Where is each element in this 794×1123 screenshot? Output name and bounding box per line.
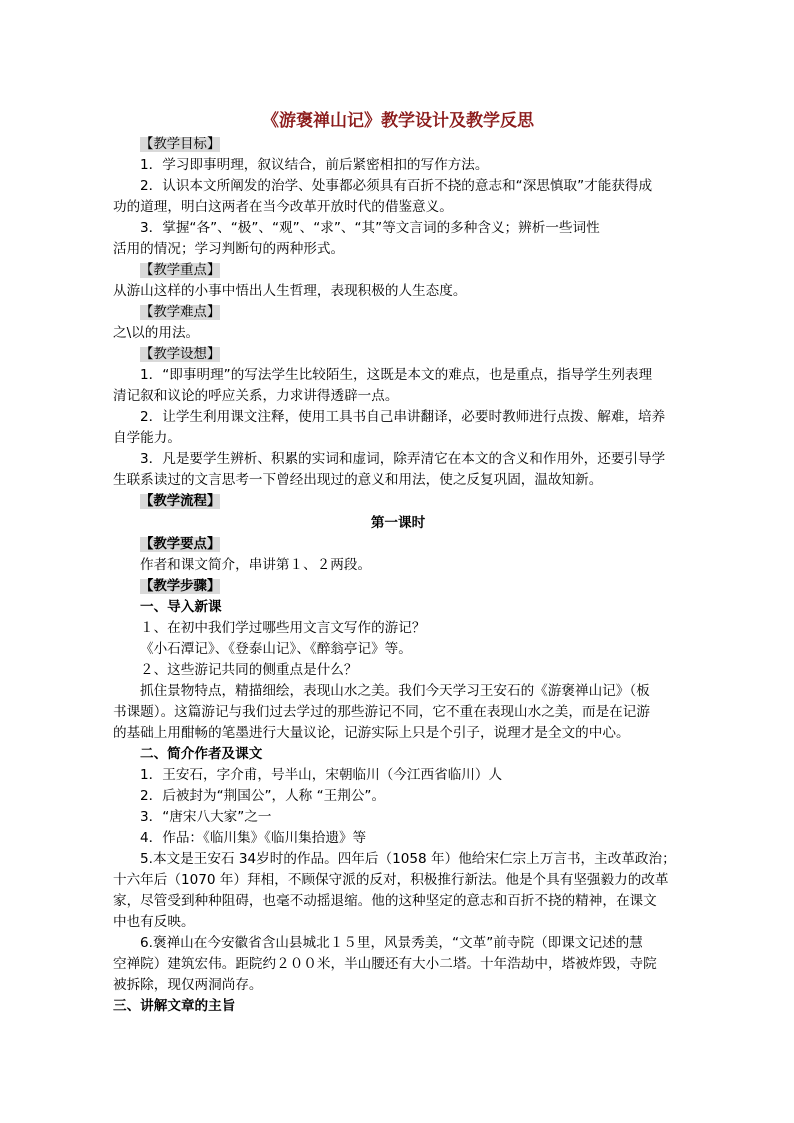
paragraph-line: 十六年后（1070 年）拜相，不顾保守派的反对，积极推行新法。他是个具有坚强毅力的改革 bbox=[113, 872, 669, 888]
document-title: 《游褒禅山记》教学设计及教学反思 bbox=[262, 111, 534, 131]
heading-label: 【教学流程】 bbox=[140, 494, 221, 509]
heading-label: 【教学步骤】 bbox=[140, 579, 221, 594]
heading-label: 【教学重点】 bbox=[140, 263, 221, 278]
lesson-heading: 第一课时 bbox=[370, 515, 426, 531]
paragraph-line: 1．王安石，字介甫，号半山，宋朝临川（今江西省临川）人 bbox=[140, 767, 503, 783]
paragraph-line: 3．掌握“各”、“极”、“观”、“求”、“其”等文言词的多种含义；辨析一些词性 bbox=[140, 220, 600, 236]
paragraph-line: 自学能力。 bbox=[113, 430, 181, 446]
section-heading bbox=[113, 302, 710, 323]
paragraph-line: 被拆除，现仅两洞尚存。 bbox=[113, 977, 263, 993]
heading-label: 【教学要点】 bbox=[140, 537, 221, 552]
paragraph-line: 1．“即事明理”的写法学生比较陌生，这既是本文的难点，也是重点，指导学生列表理 bbox=[140, 367, 653, 383]
heading-label: 【教学目标】 bbox=[140, 137, 221, 152]
section-heading bbox=[113, 260, 710, 281]
section-heading bbox=[113, 576, 710, 597]
paragraph-line: 空禅院）建筑宏伟。距院约２００米，半山腰还有大小二塔。十年浩劫中，塔被炸毁，寺院 bbox=[113, 956, 657, 972]
subsection-heading: 二、简介作者及课文 bbox=[140, 746, 263, 762]
paragraph-line: 抓住景物特点，精描细绘，表现山水之美。我们今天学习王安石的《游褒禅山记》（板 bbox=[140, 683, 650, 699]
paragraph-line: 《小石潭记》、《登泰山记》、《醉翁亭记》等。 bbox=[140, 641, 412, 657]
paragraph-line: 书课题）。这篇游记与我们过去学过的那些游记不同，它不重在表现山水之美，而是在记游 bbox=[113, 704, 650, 720]
paragraph-line: 生联系读过的文言思考一下曾经出现过的意义和用法，使之反复巩固，温故知新。 bbox=[113, 472, 603, 488]
paragraph-line: 从游山这样的小事中悟出人生哲理，表现积极的人生态度。 bbox=[113, 283, 467, 299]
paragraph-line: 3．“唐宋八大家”之一 bbox=[140, 809, 272, 825]
paragraph-line: 5.本文是王安石 34岁时的作品。四年后（1058 年）他给宋仁宗上万言书，主改革政治； bbox=[140, 851, 676, 867]
paragraph-line: 1．学习即事明理，叙议结合，前后紧密相扣的写作方法。 bbox=[140, 157, 489, 173]
paragraph-line: 家，尽管受到种种阻碍，也毫不动摇退缩。他的这种坚定的意志和百折不挠的精神，在课文 bbox=[113, 893, 657, 909]
subsection-heading: 一、导入新课 bbox=[140, 599, 222, 615]
heading-label: 【教学设想】 bbox=[140, 347, 221, 362]
paragraph-line: 活用的情况；学习判断句的两种形式。 bbox=[113, 241, 345, 257]
paragraph-line: 功的道理，明白这两者在当今改革开放时代的借鉴意义。 bbox=[113, 199, 453, 215]
paragraph-line: 3．凡是要学生辨析、积累的实词和虚词，除弄清它在本文的含义和作用外，还要引导学 bbox=[140, 451, 666, 467]
subsection-heading: 三、讲解文章的主旨 bbox=[113, 998, 236, 1014]
paragraph-line: 中也有反映。 bbox=[113, 914, 195, 930]
section-heading bbox=[113, 134, 710, 155]
section-heading bbox=[113, 491, 710, 512]
paragraph-line: 2．让学生利用课文注释，使用工具书自己串讲翻译，必要时教师进行点拨、解难，培养 bbox=[140, 409, 666, 425]
section-heading bbox=[113, 344, 710, 365]
section-heading bbox=[113, 534, 710, 555]
paragraph-line: 4．作品：《临川集》《临川集拾遗》等 bbox=[140, 830, 367, 846]
paragraph-line: 清记叙和议论的呼应关系，力求讲得透辟一点。 bbox=[113, 388, 399, 404]
paragraph-line: 2．认识本文所阐发的治学、处事都必须具有百折不挠的意志和“深思慎取”才能获得成 bbox=[140, 178, 653, 194]
paragraph-line: 6.褒禅山在今安徽省含山县城北１５里，风景秀美，“文革”前寺院（即课文记述的慧 bbox=[140, 935, 643, 951]
heading-label: 【教学难点】 bbox=[140, 305, 221, 320]
paragraph-line: 之\以的用法。 bbox=[113, 325, 200, 341]
paragraph-line: 2．后被封为“荆国公”，人称 “王荆公”。 bbox=[140, 788, 386, 804]
paragraph-line: １、在初中我们学过哪些用文言文写作的游记？ bbox=[140, 620, 426, 636]
paragraph-line: ２、这些游记共同的侧重点是什么？ bbox=[140, 662, 358, 678]
paragraph-line: 的基础上用酣畅的笔墨进行大量议论，记游实际上只是个引子，说理才是全文的中心。 bbox=[113, 725, 630, 741]
paragraph-line: 作者和课文简介，串讲第１、２两段。 bbox=[140, 557, 372, 573]
